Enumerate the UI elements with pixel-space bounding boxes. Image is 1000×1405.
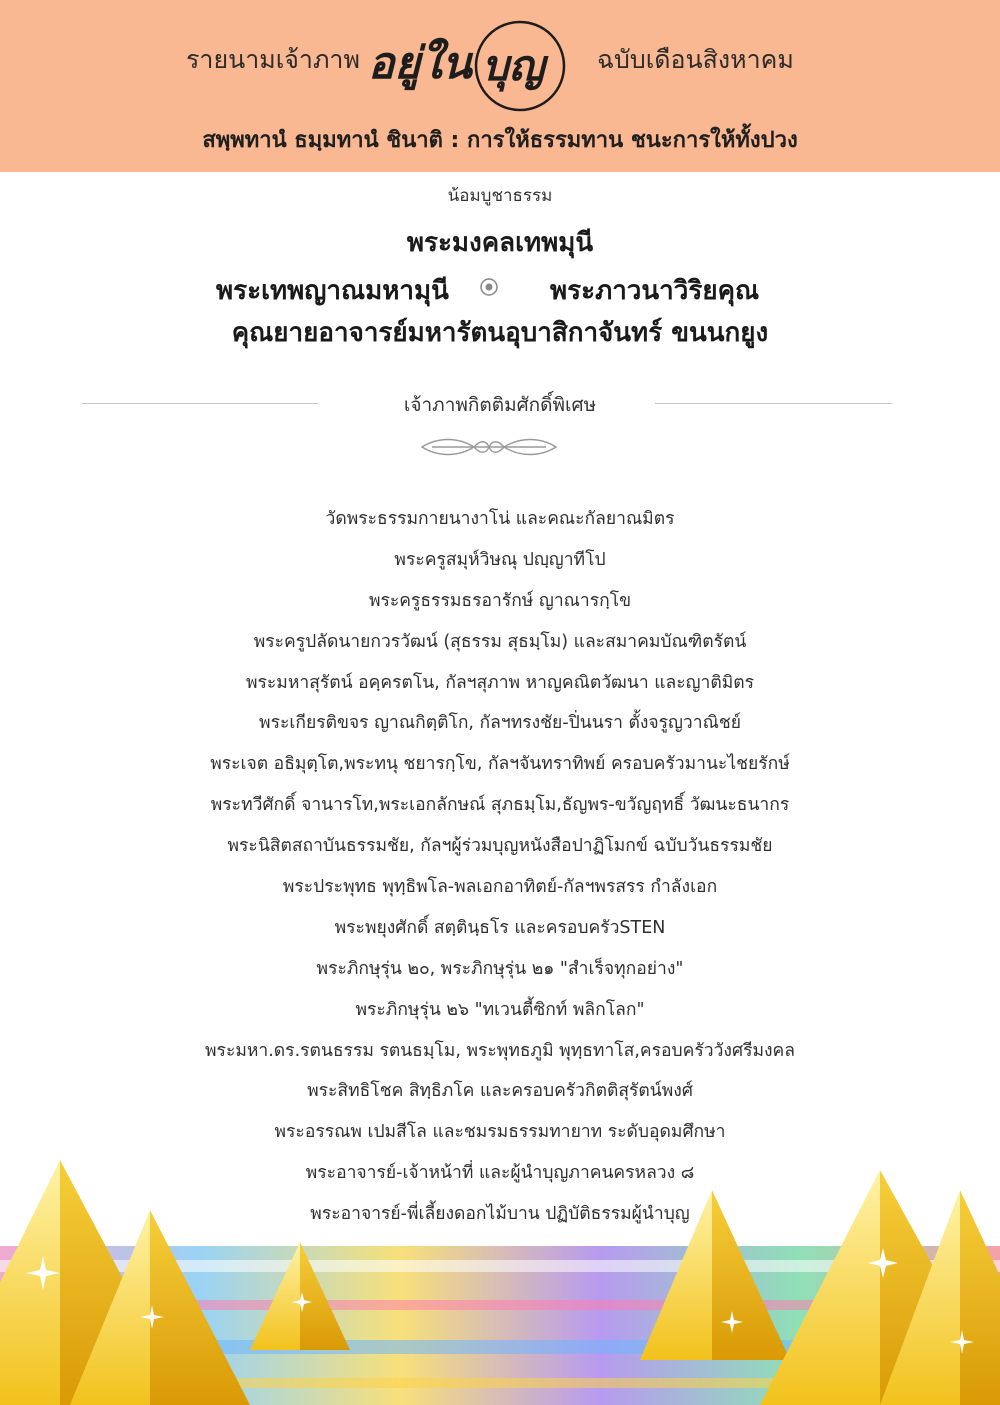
host-item: พระครูสมุห์วิษณุ ปญฺญาทีโป (394, 549, 606, 570)
pyramid-field-illustration (0, 1150, 1000, 1405)
honor-line-2-right: พระภาวนาวิริยคุณ (550, 276, 760, 306)
host-item: พระสิทธิโชค สิทฺธิภโค และครอบครัวกิตติสุรัตน์พงศ์ (307, 1081, 693, 1102)
host-item: พระเกียรติขจร ญาณกิตฺติโก, กัลฯทรงชัย-ปิ่นนรา ตั้งจรูญวาณิชย์ (259, 713, 741, 734)
host-item: พระนิสิตสถาบันธรรมชัย, กัลฯผู้ร่วมบุญหนังสือปาฏิโมกข์ ฉบับวันธรรมชัย (227, 836, 773, 857)
host-item: พระครูธรรมธรอารักษ์ ญาณารกฺโข (368, 590, 632, 611)
host-item: พระเจต อธิมุตฺโต,พระทนุ ชยารกฺโข, กัลฯจันทราทิพย์ ครอบครัวมานะไชยรักษ์ (210, 754, 790, 775)
host-item: พระอาจารย์-เจ้าหน้าที่ และผู้นำบุญภาคนครหลวง ๘ (305, 1163, 695, 1184)
ornament-flourish-icon (418, 434, 560, 460)
section-title: เจ้าภาพกิตติมศักดิ์พิเศษ (403, 394, 597, 416)
circle-bullet-icon (479, 277, 499, 297)
host-item: พระภิกษุรุ่น ๒๖ "ทเวนตี้ซิกท์ พลิกโลก" (355, 999, 645, 1020)
header-left-title: รายนามเจ้าภาพ (186, 45, 360, 74)
honor-line-2-left: พระเทพญาณมหามุนี (216, 276, 449, 306)
header-right-title: ฉบับเดือนสิงหาคม (597, 45, 794, 74)
host-item: พระอรรณพ เปมสีโล และชมรมธรรมทายาท ระดับอุดมศึกษา (274, 1122, 726, 1143)
logo-text-1: อยู่ใน (368, 38, 472, 89)
host-item: พระอาจารย์-พี่เลี้ยงดอกไม้บาน ปฏิบัติธรรมผู้นำบุญ (310, 1204, 690, 1225)
header-band (0, 0, 1000, 172)
honor-line-3: คุณยายอาจารย์มหารัตนอุบาสิกาจันทร์ ขนนกยูง (231, 318, 769, 348)
honor-line-1: พระมงคลเทพมุนี (406, 228, 594, 258)
host-item: พระภิกษุรุ่น ๒๐, พระภิกษุรุ่น ๒๑ "สำเร็จทุกอย่าง" (316, 958, 684, 979)
honor-intro: น้อมบูชาธรรม (447, 186, 553, 206)
host-item: พระทวีศักดิ์ จานารโท,พระเอกลักษณ์ สุภธมฺโม,ธัญพร-ขวัญฤทธิ์ วัฒนะธนากร (210, 795, 790, 816)
host-item: พระพยุงศักดิ์ สตฺตินฺธโร และครอบครัวSTEN (334, 917, 666, 938)
host-item: พระมหาสุรัตน์ อคฺครตโน, กัลฯสุภาพ หาญคณิตวัฒนา และญาติมิตร (245, 672, 755, 693)
host-item: พระครูปลัดนายกวรวัฒน์ (สุธรรม สุธมฺโม) และสมาคมบัณฑิตรัตน์ (253, 631, 747, 652)
magazine-logo (360, 16, 580, 112)
host-list (0, 499, 1000, 1235)
host-item: พระมหา.ดร.รตนธรรม รตนธมฺโม, พระพุทธภูมิ พุทฺธทาโส,ครอบครัววังศรีมงคล (205, 1040, 795, 1061)
host-item: วัดพระธรรมกายนางาโน่ และคณะกัลยาณมิตร (325, 509, 675, 529)
logo-text-2: บุญ (482, 41, 545, 90)
divider-right (655, 403, 892, 404)
motto: สพฺพทานํ ธมฺมทานํ ชินาติ : การให้ธรรมทาน ชนะการให้ทั้งปวง (202, 128, 798, 153)
host-item: พระประพุทธ พุทฺธิพโล-พลเอกอาทิตย์-กัลฯพรสรร กำลังเอก (282, 877, 718, 898)
